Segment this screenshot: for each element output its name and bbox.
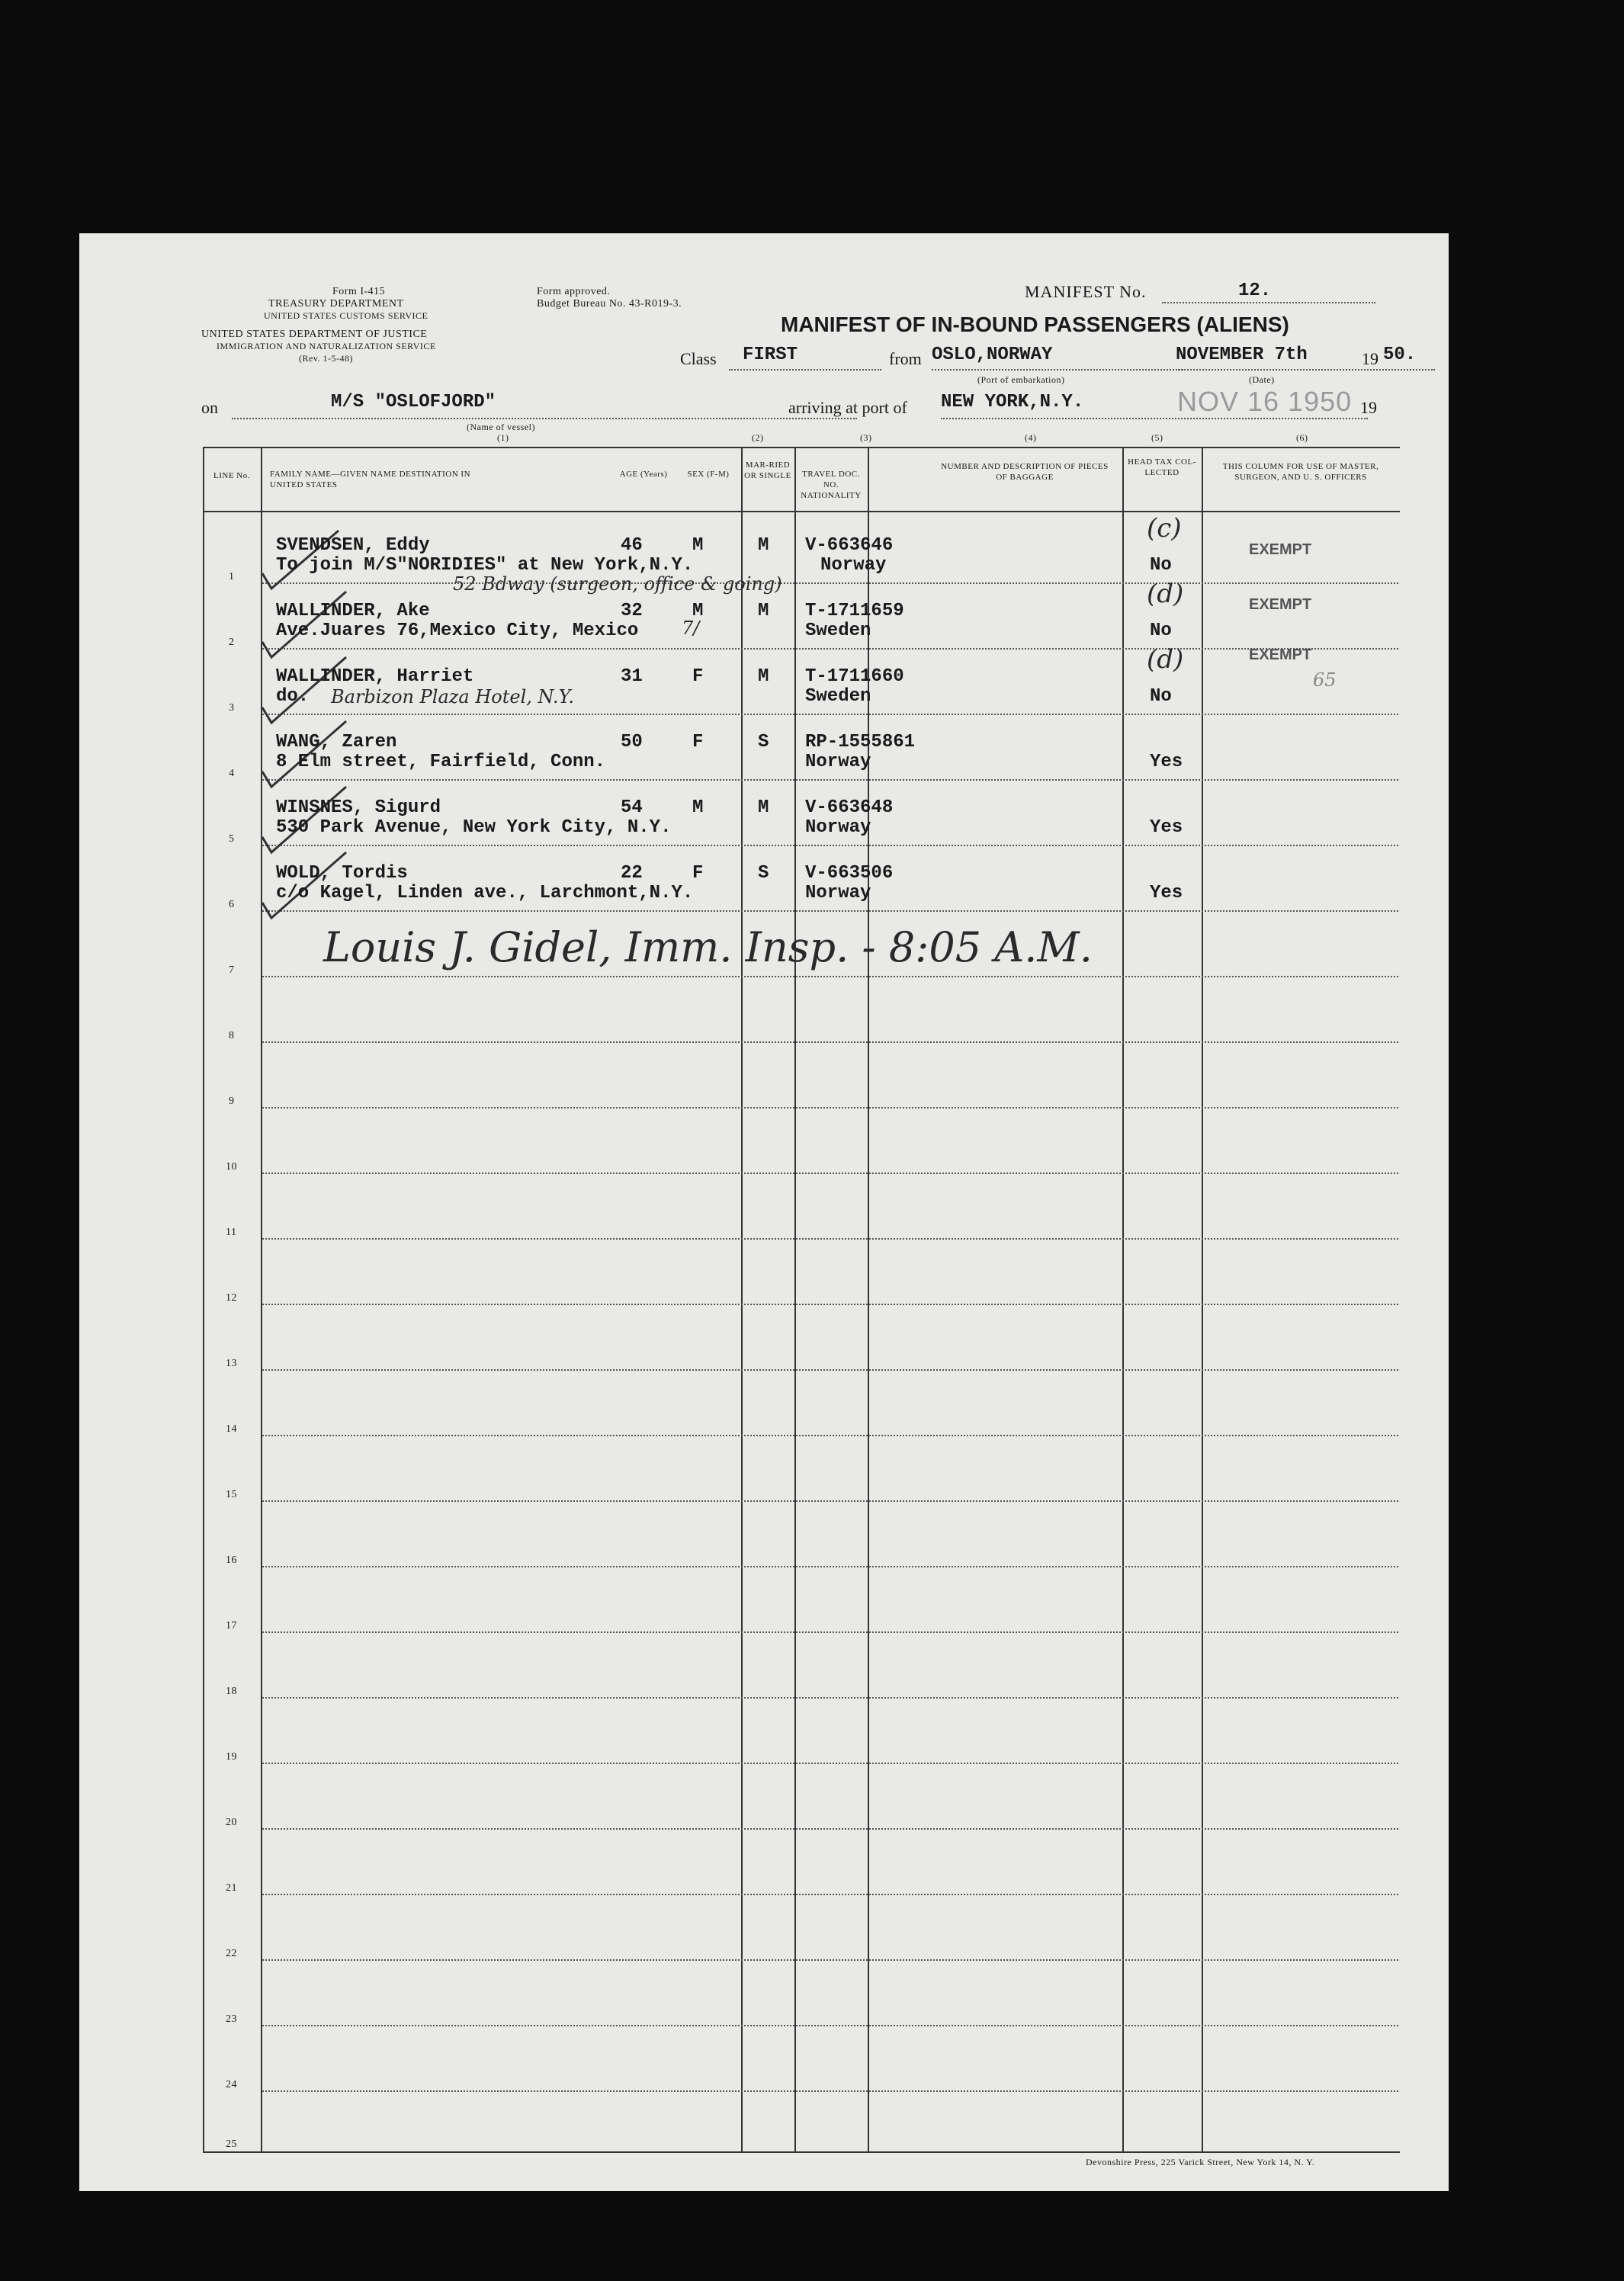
officer-exempt-stamp: EXEMPT [1249,596,1312,613]
date-value: NOVEMBER 7th [1176,345,1308,365]
arriving-label: arriving at port of [788,398,907,417]
passenger-marital-status: M [758,601,769,621]
line-number: 5 [229,833,235,845]
col-number-1: (1) [497,432,509,443]
passenger-nationality: Sweden [805,621,871,641]
on-label: on [201,398,218,417]
passenger-nationality: Norway [805,817,871,838]
passenger-marital-status: M [758,535,769,556]
passenger-name: WOLD, Tordis [276,863,408,884]
year-prefix: 19 [1362,349,1378,368]
head-tax-collected: Yes [1150,817,1183,838]
inspector-signature: Louis J. Gidel, Imm. Insp. - 8:05 A.M. [323,923,1093,971]
department-justice: UNITED STATES DEPARTMENT OF JUSTICE [201,329,428,340]
passenger-name: WALLINDER, Harriet [276,666,474,687]
passenger-marital-status: S [758,732,769,752]
passenger-age: 50 [621,732,643,752]
handwritten-note: 7/ [682,618,700,639]
manifest-no-label: MANIFEST No. [1025,282,1147,301]
vessel-caption: (Name of vessel) [467,422,535,432]
header-travel-doc: TRAVEL DOC. NO. NATIONALITY [801,470,862,500]
vessel-value: M/S "OSLOFJORD" [331,392,496,412]
header-baggage: NUMBER AND DESCRIPTION OF PIECES OF BAGGAGE [941,462,1109,482]
head-tax-collected: No [1150,555,1172,576]
passenger-name: WALLINDER, Ake [276,601,430,621]
line-number: 25 [226,2138,237,2150]
form-number: Form I-415 [332,286,386,297]
line-number: 2 [229,637,235,648]
passenger-travel-doc: T-1711660 [805,666,904,687]
col-number-3: (3) [860,432,872,443]
arrival-port-value: NEW YORK,N.Y. [941,392,1084,412]
passenger-sex: F [692,863,704,884]
col-number-4: (4) [1025,432,1037,443]
passenger-travel-doc: V-663646 [805,535,894,556]
passenger-name: WINSNES, Sigurd [276,797,441,818]
line-number: 13 [226,1358,237,1369]
form-approved: Form approved. [537,286,611,297]
printer-imprint: Devonshire Press, 225 Varick Street, New York 14, N. Y. [1086,2157,1315,2167]
passenger-nationality: Norway [805,752,871,772]
passenger-sex: M [692,601,704,621]
port-caption: (Port of embarkation) [977,374,1065,385]
header-married: MAR-RIED OR SINGLE [744,460,791,480]
officer-exempt-stamp: EXEMPT [1249,541,1312,558]
passenger-age: 22 [621,863,643,884]
passenger-destination: do. [276,686,310,707]
head-tax-code: (d) [1147,644,1184,675]
passenger-sex: M [692,535,704,556]
header-officers: THIS COLUMN FOR USE OF MASTER, SURGEON, AND U. S. OFFICERS [1222,462,1379,482]
line-number: 1 [229,571,235,582]
line-number: 23 [226,2013,237,2025]
customs-service: UNITED STATES CUSTOMS SERVICE [264,310,428,321]
col-number-2: (2) [752,432,764,443]
head-tax-code: (d) [1147,579,1184,609]
line-number: 15 [226,1489,237,1500]
header-sex: SEX (F-M) [687,470,730,479]
passenger-travel-doc: V-663506 [805,863,894,884]
header-head-tax: HEAD TAX COL-LECTED [1128,457,1196,477]
passenger-sex: M [692,797,704,818]
header-line-no: LINE No. [213,471,250,480]
line-number: 10 [226,1161,237,1173]
passenger-sex: F [692,732,704,752]
line-number: 8 [229,1030,235,1041]
passenger-nationality: Norway [820,555,887,576]
year2-prefix: 19 [1360,398,1377,417]
head-tax-collected: Yes [1150,752,1183,772]
officer-exempt-stamp: EXEMPT [1249,646,1312,663]
officer-note: 65 [1313,669,1337,691]
passenger-marital-status: M [758,666,769,687]
class-value: FIRST [743,345,798,365]
passenger-name: SVENDSEN, Eddy [276,535,430,556]
line-number: 17 [226,1620,237,1631]
line-number: 22 [226,1948,237,1959]
head-tax-collected: No [1150,686,1172,707]
head-tax-collected: No [1150,621,1172,641]
passenger-destination: To join M/S"NORIDIES" at New York,N.Y. [276,555,694,576]
line-number: 24 [226,2079,237,2090]
class-label: Class [680,349,717,368]
line-number: 3 [229,702,235,714]
passenger-nationality: Sweden [805,686,871,707]
passenger-age: 46 [621,535,643,556]
passenger-marital-status: S [758,863,769,884]
line-number: 4 [229,768,235,779]
passenger-sex: F [692,666,704,687]
line-number: 14 [226,1423,237,1435]
handwritten-note: 52 Bdway (surgeon, office & going) [453,573,782,595]
passenger-age: 32 [621,601,643,621]
line-number: 16 [226,1554,237,1566]
passenger-destination: Ave.Juares 76,Mexico City, Mexico [276,621,639,641]
passenger-nationality: Norway [805,883,871,903]
passenger-destination: 8 Elm street, Fairfield, Conn. [276,752,606,772]
budget-bureau: Budget Bureau No. 43-R019-3. [537,298,682,310]
line-number: 6 [229,899,235,910]
department-treasury: TREASURY DEPARTMENT [268,298,404,310]
line-number: 19 [226,1751,237,1763]
header-age: AGE (Years) [619,470,668,479]
form-revision: (Rev. 1-5-48) [299,353,354,364]
line-number: 7 [229,964,235,976]
embarkation-port-value: OSLO,NORWAY [932,345,1053,365]
line-number: 12 [226,1292,237,1304]
passenger-destination: c/o Kagel, Linden ave., Larchmont,N.Y. [276,883,694,903]
passenger-destination: 530 Park Avenue, New York City, N.Y. [276,817,672,838]
line-number: 11 [226,1227,237,1238]
line-number: 18 [226,1686,237,1697]
passenger-travel-doc: RP-1555861 [805,732,916,752]
col-number-5: (5) [1151,432,1163,443]
passenger-age: 31 [621,666,643,687]
passenger-name: WANG, Zaren [276,732,397,752]
line-number: 20 [226,1817,237,1828]
year-value: 50. [1383,345,1417,365]
col-number-6: (6) [1296,432,1308,443]
handwritten-note: Barbizon Plaza Hotel, N.Y. [331,686,574,707]
head-tax-code: (c) [1147,513,1182,544]
passenger-age: 54 [621,797,643,818]
manifest-no-value: 12. [1238,281,1272,301]
date-caption: (Date) [1249,374,1275,385]
page-title: MANIFEST OF IN-BOUND PASSENGERS (ALIENS) [781,313,1289,336]
arrival-date-stamp: NOV 16 1950 [1177,386,1353,417]
manifest-page [79,233,1449,2191]
from-label: from [889,349,922,368]
immigration-service: IMMIGRATION AND NATURALIZATION SERVICE [217,341,436,351]
line-number: 21 [226,1882,237,1894]
header-name: FAMILY NAME—GIVEN NAME DESTINATION IN UNITED STATES [270,470,471,489]
line-number: 9 [229,1096,235,1107]
head-tax-collected: Yes [1150,883,1183,903]
passenger-marital-status: M [758,797,769,818]
passenger-travel-doc: T-1711659 [805,601,904,621]
passenger-travel-doc: V-663648 [805,797,894,818]
